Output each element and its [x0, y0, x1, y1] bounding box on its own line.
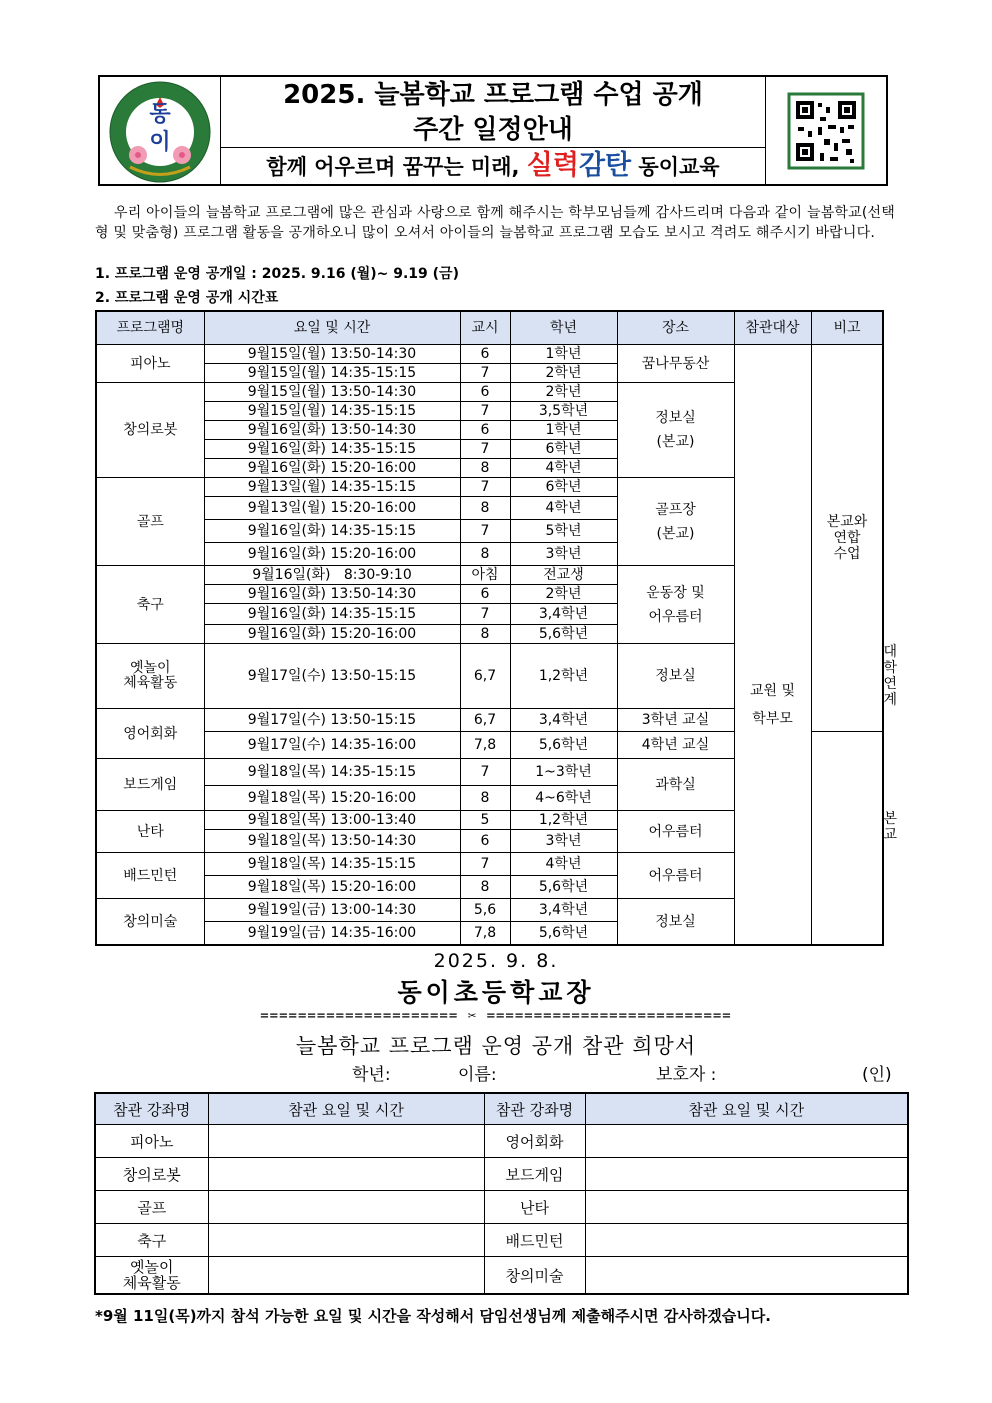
form-row	[95, 1158, 908, 1191]
program-name: 영어회화	[96, 709, 204, 759]
time-cell: 9월17일(수) 13:50-15:15	[204, 644, 460, 709]
time-cell: 9월18일(목) 15:20-16:00	[204, 786, 460, 811]
form-header-row	[95, 1093, 908, 1125]
period-cell: 7	[460, 759, 510, 786]
form-program-name: 난타	[484, 1191, 585, 1224]
program-name: 배드민턴	[96, 853, 204, 899]
period-cell: 7	[460, 402, 510, 421]
time-cell: 9월16일(화) 15:20-16:00	[204, 625, 460, 644]
form-program-name: 골프	[95, 1191, 208, 1224]
form-program-name: 보드게임	[484, 1158, 585, 1191]
schedule-table	[95, 310, 898, 946]
grade-cell: 5,6학년	[510, 876, 617, 899]
time-cell: 9월18일(목) 14:35-15:15	[204, 853, 460, 876]
time-cell: 9월16일(화) 14:35-15:15	[204, 604, 460, 625]
intro-text: 우리 아이들의 늘봄학교 프로그램에 많은 관심과 사랑으로 함께 해주시는 학부모님들께 감사드리며 다음과 같이 늘봄학교(선택형 및 맞춤형) 프로그램 활동을 공개하오니 많이 오셔서 아이들의 늘봄학교 프로그램 모습도 보시고 격려도 해주시기 바랍니다.	[95, 205, 895, 241]
form-row	[95, 1125, 908, 1158]
grade-cell: 2학년	[510, 585, 617, 604]
col-header-audience: 참관대상	[734, 311, 811, 345]
form-time-input[interactable]	[208, 1257, 484, 1295]
form-time-input[interactable]	[585, 1224, 908, 1257]
time-cell: 9월16일(화) 13:50-14:30	[204, 421, 460, 440]
col-header-time: 요일 및 시간	[204, 311, 460, 345]
grade-cell: 1학년	[510, 421, 617, 440]
form-time-input[interactable]	[208, 1158, 484, 1191]
program-name: 옛놀이 체육활동	[96, 644, 204, 709]
period-cell: 7	[460, 478, 510, 497]
col-header-period: 교시	[460, 311, 510, 345]
slogan-red: 실력	[526, 150, 579, 181]
grade-cell: 6학년	[510, 440, 617, 459]
program-name: 피아노	[96, 345, 204, 383]
grade-cell: 6학년	[510, 478, 617, 497]
place-cell: 골프장 (본교)	[617, 478, 734, 566]
time-cell: 9월18일(목) 13:00-13:40	[204, 811, 460, 830]
slogan	[220, 147, 766, 184]
grade-cell: 2학년	[510, 364, 617, 383]
cut-line	[0, 1008, 992, 1024]
form-program-name: 축구	[95, 1224, 208, 1257]
time-cell: 9월15일(월) 13:50-14:30	[204, 345, 460, 364]
grade-label: 학년:	[352, 1065, 391, 1085]
col-header-program: 프로그램명	[96, 311, 204, 345]
grade-cell: 1~3학년	[510, 759, 617, 786]
period-cell: 아침	[460, 566, 510, 585]
timetable-heading: 2. 프로그램 운영 공개 시간표	[95, 290, 279, 306]
period-cell: 7	[460, 520, 510, 543]
schedule-header-row	[96, 311, 883, 345]
form-row	[95, 1224, 908, 1257]
scissors-icon: ✂	[467, 1008, 478, 1024]
period-cell: 8	[460, 625, 510, 644]
seal-label: (인)	[862, 1065, 892, 1085]
period-cell: 6	[460, 421, 510, 440]
qr-code-icon	[766, 77, 886, 184]
period-cell: 5	[460, 811, 510, 830]
principal-signature: 동이초등학교장	[397, 978, 595, 1007]
grade-cell: 5,6학년	[510, 732, 617, 759]
period-cell: 8	[460, 459, 510, 478]
grade-cell: 4학년	[510, 497, 617, 520]
time-cell: 9월13일(월) 14:35-15:15	[204, 478, 460, 497]
grade-cell: 3학년	[510, 830, 617, 853]
form-program-name: 영어회화	[484, 1125, 585, 1158]
time-cell: 9월16일(화) 15:20-16:00	[204, 543, 460, 566]
period-cell: 8	[460, 543, 510, 566]
period-cell: 7,8	[460, 732, 510, 759]
place-cell: 운동장 및 어우름터	[617, 566, 734, 644]
form-fields	[0, 1060, 992, 1085]
period-cell: 7	[460, 364, 510, 383]
col-header-note: 비고	[811, 311, 883, 345]
place-cell: 3학년 교실	[617, 709, 734, 732]
period-cell: 7	[460, 440, 510, 459]
slogan-pre: 함께 어우르며 꿈꾸는 미래,	[266, 155, 527, 179]
form-time-input[interactable]	[585, 1191, 908, 1224]
program-name: 창의미술	[96, 899, 204, 946]
grade-cell: 3,4학년	[510, 709, 617, 732]
audience-cell: 교원 및 학부모	[734, 345, 811, 946]
grade-cell: 전교생	[510, 566, 617, 585]
program-name: 보드게임	[96, 759, 204, 811]
form-program-name: 창의로봇	[95, 1158, 208, 1191]
form-title: 늘봄학교 프로그램 운영 공개 참관 희망서	[295, 1034, 697, 1058]
period-cell: 6	[460, 830, 510, 853]
program-name: 골프	[96, 478, 204, 566]
time-cell: 9월16일(화) 8:30-9:10	[204, 566, 460, 585]
period-cell: 6,7	[460, 709, 510, 732]
form-col-time: 참관 요일 및 시간	[208, 1093, 484, 1125]
form-time-input[interactable]	[585, 1257, 908, 1295]
name-label: 이름:	[458, 1065, 497, 1085]
place-cell: 정보실	[617, 899, 734, 946]
page-title-line2: 주간 일정안내	[220, 113, 766, 148]
submission-note: *9월 11일(목)까지 참석 가능한 요일 및 시간을 작성해서 담임선생님께 제출해주시면 감사하겠습니다.	[95, 1307, 771, 1325]
place-cell: 과학실	[617, 759, 734, 811]
table-row: 옛놀이 체육활동 9월17일(수) 13:50-15:15 6,7 1,2학년 정보실 대학연계	[96, 644, 883, 709]
period-cell: 5,6	[460, 899, 510, 922]
col-header-place: 장소	[617, 311, 734, 345]
form-row	[95, 1257, 908, 1295]
cut-line-right: ==========================	[486, 1008, 732, 1024]
grade-cell: 5학년	[510, 520, 617, 543]
form-time-input[interactable]	[208, 1125, 484, 1158]
period-cell: 8	[460, 497, 510, 520]
form-program-name: 창의미술	[484, 1257, 585, 1295]
time-cell: 9월18일(목) 13:50-14:30	[204, 830, 460, 853]
time-cell: 9월18일(목) 15:20-16:00	[204, 876, 460, 899]
place-cell: 어우름터	[617, 811, 734, 853]
cut-line-left: =====================	[260, 1008, 459, 1024]
logo-char-1: 동	[149, 102, 171, 127]
issue-date: 2025. 9. 8.	[433, 950, 559, 972]
place-cell: 어우름터	[617, 853, 734, 899]
period-cell: 7	[460, 853, 510, 876]
qr-code[interactable]	[765, 77, 886, 184]
program-name: 난타	[96, 811, 204, 853]
header-box	[98, 75, 888, 186]
time-cell: 9월19일(금) 13:00-14:30	[204, 899, 460, 922]
time-cell: 9월17일(수) 14:35-16:00	[204, 732, 460, 759]
table-row: 영어회화 9월17일(수) 13:50-15:15 6,7 3,4학년 3학년 교실 본교	[96, 709, 883, 732]
grade-cell: 5,6학년	[510, 922, 617, 946]
place-cell: 4학년 교실	[617, 732, 734, 759]
place-cell: 정보실 (본교)	[617, 383, 734, 478]
note-cell: 본교와 연합 수업	[811, 345, 883, 732]
period-cell: 6,7	[460, 644, 510, 709]
grade-cell: 2학년	[510, 383, 617, 402]
program-name: 창의로봇	[96, 383, 204, 478]
form-program-name: 옛놀이 체육활동	[95, 1257, 208, 1295]
page-title-line1: 2025. 늘봄학교 프로그램 수업 공개	[283, 80, 703, 110]
grade-cell: 1학년	[510, 345, 617, 364]
place-cell: 정보실	[617, 644, 734, 709]
period-cell: 7,8	[460, 922, 510, 946]
school-logo	[100, 77, 221, 184]
period-cell: 6	[460, 585, 510, 604]
slogan-blue: 감탄	[578, 150, 632, 181]
period-cell: 8	[460, 786, 510, 811]
time-cell: 9월16일(화) 14:35-15:15	[204, 520, 460, 543]
time-cell: 9월16일(화) 15:20-16:00	[204, 459, 460, 478]
col-header-grade: 학년	[510, 311, 617, 345]
period-cell: 6	[460, 345, 510, 364]
time-cell: 9월15일(월) 14:35-15:15	[204, 364, 460, 383]
intro-paragraph	[95, 203, 895, 243]
period-cell: 8	[460, 876, 510, 899]
form-time-input[interactable]	[585, 1158, 908, 1191]
program-name: 축구	[96, 566, 204, 644]
form-col-program-2: 참관 강좌명	[484, 1093, 585, 1125]
grade-cell: 3,5학년	[510, 402, 617, 421]
time-cell: 9월16일(화) 14:35-15:15	[204, 440, 460, 459]
slogan-post: 동이교육	[631, 155, 720, 179]
grade-cell: 3,4학년	[510, 899, 617, 922]
grade-cell: 5,6학년	[510, 625, 617, 644]
form-row	[95, 1191, 908, 1224]
guardian-label: 보호자 :	[656, 1065, 717, 1085]
grade-cell: 4학년	[510, 459, 617, 478]
grade-cell: 3학년	[510, 543, 617, 566]
time-cell: 9월15일(월) 13:50-14:30	[204, 383, 460, 402]
time-cell: 9월13일(월) 15:20-16:00	[204, 497, 460, 520]
form-program-name: 배드민턴	[484, 1224, 585, 1257]
time-cell: 9월16일(화) 13:50-14:30	[204, 585, 460, 604]
time-cell: 9월17일(수) 13:50-15:15	[204, 709, 460, 732]
form-time-input[interactable]	[585, 1125, 908, 1158]
attendance-form-table	[94, 1092, 909, 1295]
table-row	[96, 345, 883, 364]
logo-char-2: 이	[149, 130, 171, 155]
form-program-name: 피아노	[95, 1125, 208, 1158]
form-col-program: 참관 강좌명	[95, 1093, 208, 1125]
grade-cell: 1,2학년	[510, 644, 617, 709]
form-time-input[interactable]	[208, 1224, 484, 1257]
place-cell: 꿈나무동산	[617, 345, 734, 383]
open-dates: 1. 프로그램 운영 공개일 : 2025. 9.16 (월)~ 9.19 (금)	[95, 266, 459, 282]
time-cell: 9월19일(금) 14:35-16:00	[204, 922, 460, 946]
grade-cell: 3,4학년	[510, 604, 617, 625]
grade-cell: 4학년	[510, 853, 617, 876]
grade-cell: 4~6학년	[510, 786, 617, 811]
time-cell: 9월15일(월) 14:35-15:15	[204, 402, 460, 421]
form-time-input[interactable]	[208, 1191, 484, 1224]
form-col-time-2: 참관 요일 및 시간	[585, 1093, 908, 1125]
period-cell: 6	[460, 383, 510, 402]
time-cell: 9월18일(목) 14:35-15:15	[204, 759, 460, 786]
grade-cell: 1,2학년	[510, 811, 617, 830]
period-cell: 7	[460, 604, 510, 625]
